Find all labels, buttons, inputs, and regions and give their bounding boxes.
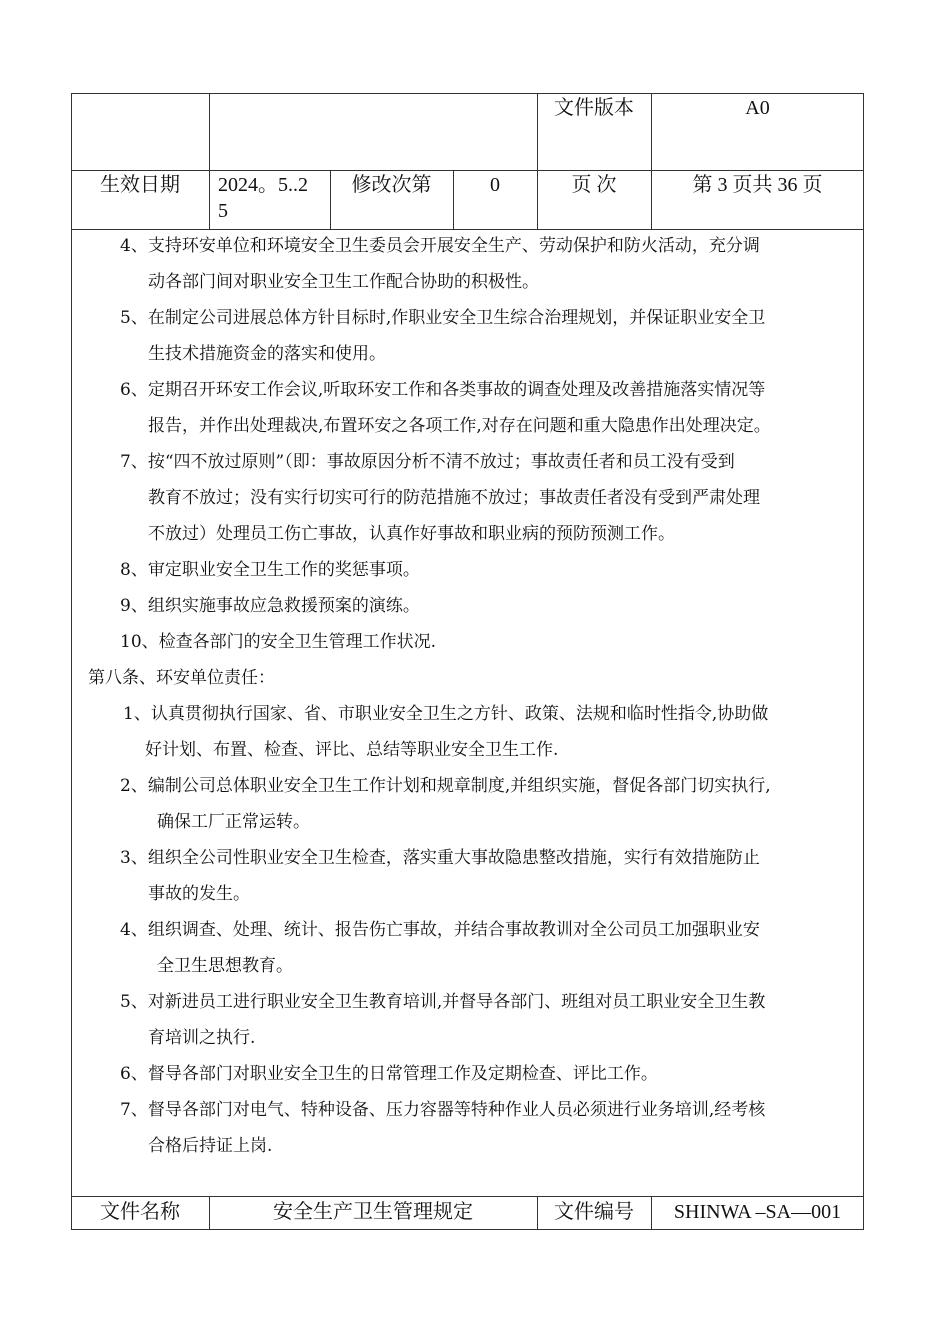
doc-name-label: 文件名称 bbox=[100, 1201, 180, 1223]
revision-value: 0 bbox=[490, 174, 500, 196]
body-line: 5、对新进员工进行职业安全卫生教育培训,并督导各部门、班组对员工职业安全卫生教 bbox=[120, 992, 766, 1012]
doc-name-value: 安全生产卫生管理规定 bbox=[273, 1201, 473, 1223]
body-line: 4、支持环安单位和环境安全卫生委员会开展安全生产、劳动保护和防火活动，充分调 bbox=[120, 236, 760, 256]
doc-number-label: 文件编号 bbox=[554, 1201, 634, 1223]
body-line: 报告，并作出处理裁决,布置环安之各项工作,对存在问题和重大隐患作出处理决定。 bbox=[148, 416, 771, 436]
effective-date-value bbox=[218, 172, 330, 224]
body-line: 6、定期召开环安工作会议,听取环安工作和各类事故的调查处理及改善措施落实情况等 bbox=[120, 380, 766, 400]
body-line: 7、按“四不放过原则”（即：事故原因分析不清不放过；事故责任者和员工没有受到 bbox=[120, 452, 735, 472]
body-line: 第八条、环安单位责任： bbox=[88, 668, 275, 688]
body-line: 2、编制公司总体职业安全卫生工作计划和规章制度,并组织实施，督促各部门切实执行, bbox=[120, 776, 771, 796]
body-line: 事故的发生。 bbox=[148, 884, 250, 904]
body-line: 全卫生思想教育。 bbox=[157, 956, 293, 976]
body-line: 10、检查各部门的安全卫生管理工作状况. bbox=[120, 632, 437, 652]
body-line: 6、督导各部门对职业安全卫生的日常管理工作及定期检查、评比工作。 bbox=[120, 1064, 658, 1084]
version-label: 文件版本 bbox=[554, 97, 634, 119]
body-line: 3、组织全公司性职业安全卫生检查，落实重大事故隐患整改措施，实行有效措施防止 bbox=[120, 848, 760, 868]
effective-date-line-2: 5 bbox=[218, 200, 228, 222]
body-line: 育培训之执行. bbox=[148, 1028, 256, 1048]
header-col-rule bbox=[209, 93, 210, 230]
body-line: 好计划、布置、检查、评比、总结等职业安全卫生工作. bbox=[145, 740, 559, 760]
body-line: 确保工厂正常运转。 bbox=[157, 812, 310, 832]
revision-label: 修改次第 bbox=[351, 174, 432, 196]
body-line: 不放过）处理员工伤亡事故，认真作好事故和职业病的预防预测工作。 bbox=[148, 524, 675, 544]
body-line: 4、组织调查、处理、统计、报告伤亡事故，并结合事故教训对全公司员工加强职业安 bbox=[120, 920, 760, 940]
body-line: 9、组织实施事故应急救援预案的演练。 bbox=[120, 596, 420, 616]
body-line: 5、在制定公司进展总体方针目标时,作职业安全卫生综合治理规划，并保证职业安全卫 bbox=[120, 308, 766, 328]
effective-date-line-1: 2024。5..2 bbox=[218, 174, 308, 196]
header-divider-2 bbox=[71, 229, 864, 230]
page-label: 页 次 bbox=[571, 174, 617, 196]
body-line: 生技术措施资金的落实和使用。 bbox=[148, 344, 386, 364]
body-line: 教育不放过；没有实行切实可行的防范措施不放过；事故责任者没有受到严肃处理 bbox=[148, 488, 760, 508]
body-line: 1、认真贯彻执行国家、省、市职业安全卫生之方针、政策、法规和临时性指令,协助做 bbox=[123, 704, 769, 724]
version-value: A0 bbox=[745, 97, 770, 119]
effective-date-label: 生效日期 bbox=[100, 174, 180, 196]
body-line: 8、审定职业安全卫生工作的奖惩事项。 bbox=[120, 560, 420, 580]
doc-number-value: SHINWA –SA—001 bbox=[673, 1201, 842, 1223]
page-value: 第 3 页共 36 页 bbox=[692, 174, 823, 196]
body-line: 动各部门间对职业安全卫生工作配合协助的积极性。 bbox=[148, 272, 539, 292]
header-divider-1 bbox=[71, 170, 864, 171]
body-line: 7、督导各部门对电气、特种设备、压力容器等特种作业人员必须进行业务培训,经考核 bbox=[120, 1100, 766, 1120]
footer-divider bbox=[71, 1196, 864, 1197]
body-line: 合格后持证上岗. bbox=[148, 1136, 273, 1156]
